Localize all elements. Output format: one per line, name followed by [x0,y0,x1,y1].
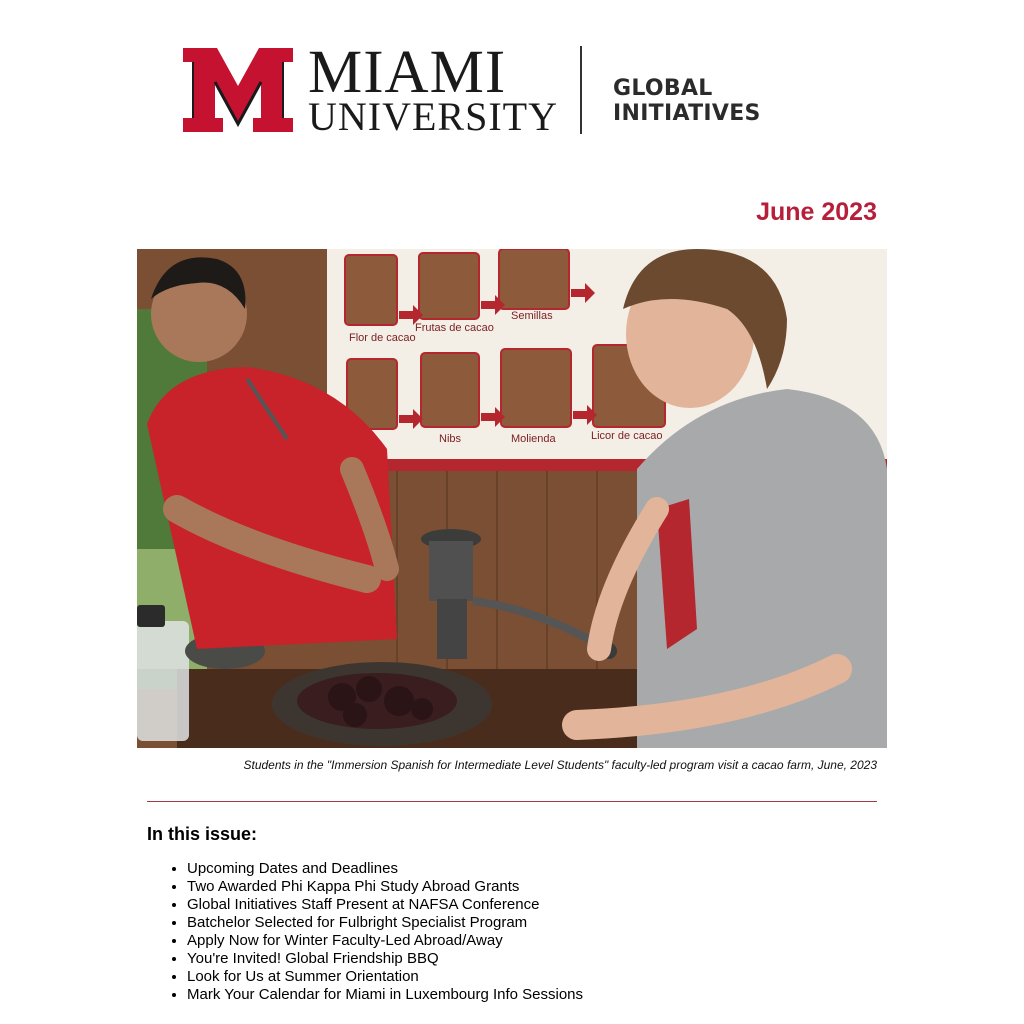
contents-item-label[interactable]: Mark Your Calendar for Miami in Luxembourg Info Sessions [187,986,584,1003]
poster-label-flor: Flor de cacao [349,332,416,344]
miami-university-logo[interactable] [183,39,848,139]
contents-list [147,860,583,1004]
feature-photo [137,249,887,748]
contents-item-label[interactable]: Look for Us at Summer Orientation [187,968,419,985]
poster-label-licor: Licor de cacao [591,430,663,442]
contents-item[interactable] [187,968,583,986]
contents-item-label[interactable]: Global Initiatives Staff Present at NAFSA Conference [187,896,540,913]
logo-wordmark-line2: UNIVERSITY [308,94,558,139]
contents-item[interactable] [187,878,583,896]
cacao-farm-photo-illustration [137,249,887,748]
contents-item[interactable] [187,986,583,1004]
contents-item[interactable] [187,914,583,932]
contents-item-label[interactable]: Apply Now for Winter Faculty-Led Abroad/Away [187,932,503,949]
logo-wordmark [308,39,558,139]
poster-label-frutas: Frutas de cacao [415,322,494,334]
miami-m-logo-icon [183,48,293,132]
logo-wordmark-line1: MIAMI [308,39,507,106]
contents-item-label[interactable]: Two Awarded Phi Kappa Phi Study Abroad Grants [187,878,520,895]
section-divider [147,801,877,802]
contents-item[interactable] [187,896,583,914]
issue-date: June 2023 [756,198,877,226]
contents-item[interactable] [187,860,583,878]
poster-label-nibs: Nibs [439,433,462,445]
contents-item-label[interactable]: Upcoming Dates and Deadlines [187,860,398,877]
contents-item[interactable] [187,932,583,950]
contents-heading: In this issue: [147,824,258,844]
photo-caption: Students in the "Immersion Spanish for Intermediate Level Students" faculty-led program visit a cacao farm, June, 2023 [243,758,877,772]
unit-name: GLOBAL INITIATIVES [613,76,761,126]
poster-label-semillas: Semillas [511,310,553,322]
contents-item-label[interactable]: You're Invited! Global Friendship BBQ [187,950,439,967]
contents-item[interactable] [187,950,583,968]
poster-label-molienda: Molienda [511,433,556,445]
contents-item-label[interactable]: Batchelor Selected for Fulbright Specialist Program [187,914,528,931]
logo-divider [580,46,582,134]
